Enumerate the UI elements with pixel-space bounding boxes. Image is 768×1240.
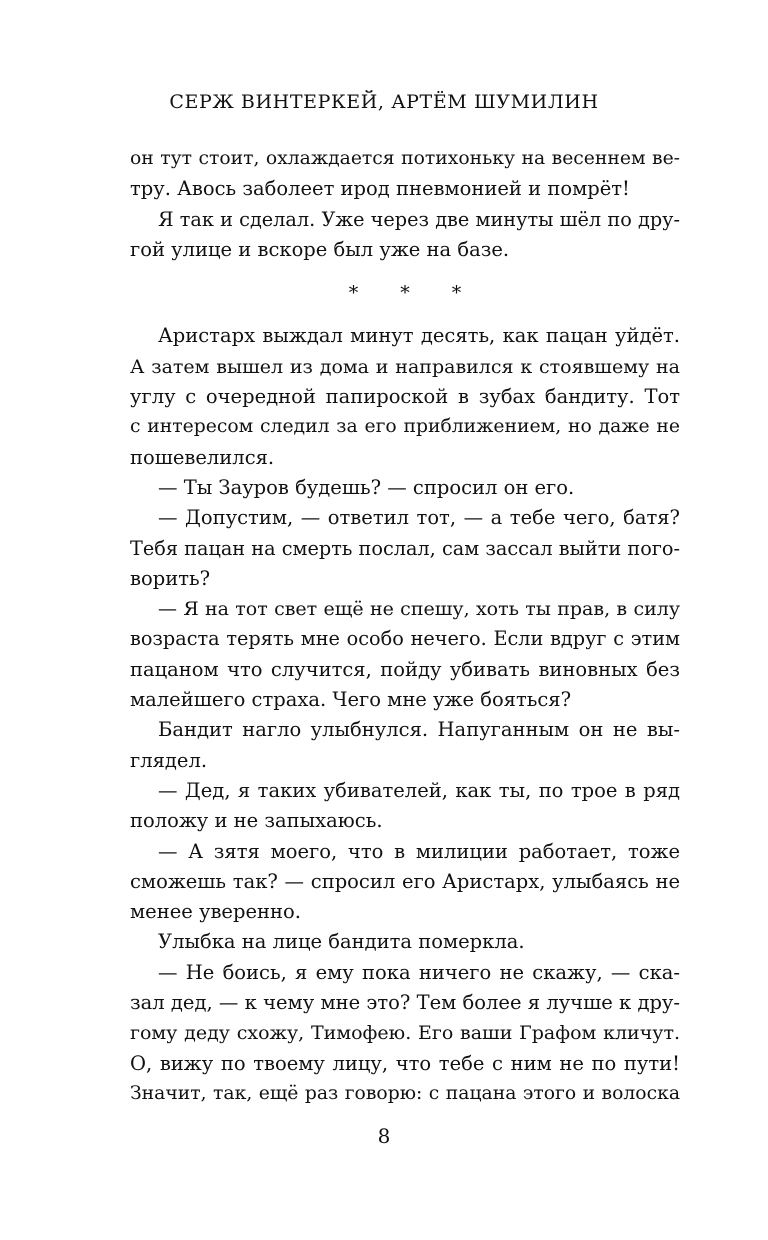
text-line: — Я на тот свет ещё не спешу, хоть ты прав, в силу	[158, 598, 680, 621]
text-line: Улыбка на лице бандита померкла.	[158, 930, 525, 954]
text-line: пошевелился.	[130, 445, 275, 469]
text-line: Значит, так, ещё раз говорю: с пацана этого и волоска	[130, 1082, 680, 1104]
text-line: возраста терять мне особо нечего. Если вдруг с этим	[130, 627, 680, 651]
text-line: — Ты Зауров будешь? — спросил он его.	[158, 475, 575, 499]
text-line: Аристарх выждал минут десять, как пацан уйдёт.	[158, 324, 680, 348]
text-line: гому деду схожу, Тимофею. Его ваши Графом кличут.	[130, 1022, 680, 1045]
text-line: углу с очередной папироской в зубах бандиту. Тот	[130, 385, 680, 409]
text-line: — Дед, я таких убивателей, как ты, по трое в ряд	[158, 778, 680, 802]
text-line: тру. Авось заболеет ирод пневмонией и помрёт!	[130, 177, 630, 201]
text-line: зал дед, — к чему мне это? Тем более я лучше к дру-	[130, 991, 680, 1015]
text-line: — Не боись, я ему пока ничего не скажу, — ска-	[158, 960, 680, 984]
text-line: с интересом следил за его приближением, но даже не	[130, 416, 680, 438]
text-line: — Допустим, — ответил тот, — а тебе чего, батя?	[158, 506, 680, 530]
text-line: положу и не запыхаюсь.	[130, 809, 383, 833]
text-line: — А зятя моего, что в милиции работает, тоже	[158, 839, 680, 863]
section-separator: * * *	[348, 282, 480, 305]
text-line: Я так и сделал. Уже через две минуты шёл по дру-	[158, 207, 680, 231]
text-line: А затем вышел из дома и направился к стоявшему на	[130, 355, 680, 378]
text-line: сможешь так? — спросил его Аристарх, улыбаясь не	[130, 869, 680, 893]
text-line: малейшего страха. Чего мне уже бояться?	[130, 688, 572, 712]
text-line: Бандит нагло улыбнулся. Напуганным он не вы-	[158, 718, 680, 742]
running-head: СЕРЖ ВИНТЕРКЕЙ, АРТЁМ ШУМИЛИН	[169, 91, 599, 113]
body-text	[130, 144, 680, 1109]
text-line: О, вижу по твоему лицу, что тебе с ним не по пути!	[130, 1051, 680, 1075]
text-line: Тебя пацан на смерть послал, сам зассал выйти пого-	[130, 536, 680, 560]
text-line: ворить?	[130, 566, 211, 590]
text-line: менее уверенно.	[130, 900, 301, 924]
text-line: пацаном что случится, пойду убивать виновных без	[130, 657, 680, 681]
text-line: гой улице и вскоре был уже на базе.	[130, 237, 510, 261]
page-number: 8	[377, 1124, 391, 1148]
text-line: глядел.	[130, 748, 208, 772]
text-line: он тут стоит, охлаждается потихоньку на весеннем ве-	[130, 148, 680, 169]
